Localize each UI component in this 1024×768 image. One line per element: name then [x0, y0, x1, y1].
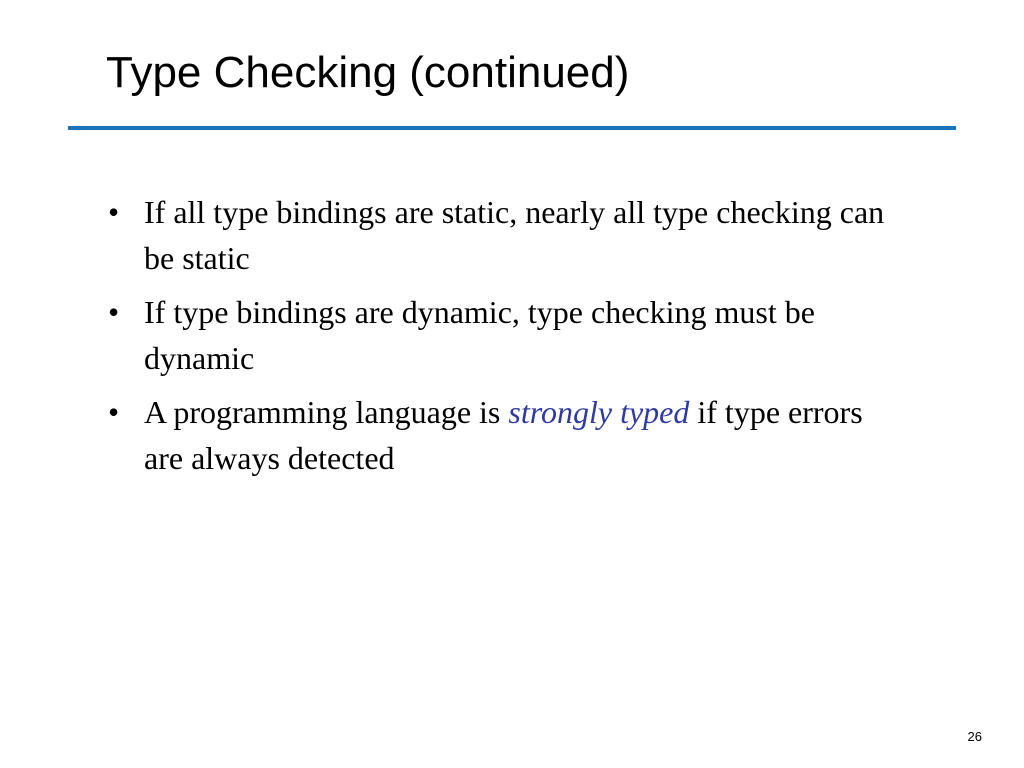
- title-divider: [68, 126, 956, 130]
- bullet-icon: •: [108, 394, 120, 430]
- slide-title: Type Checking (continued): [106, 48, 630, 97]
- page-number: 26: [967, 729, 982, 744]
- bullet-icon: •: [108, 294, 120, 330]
- bullet-text-lead: A programming language is: [144, 394, 509, 430]
- bullet-list: [106, 189, 886, 489]
- bullet-item: [106, 289, 886, 381]
- bullet-text: If all type bindings are static, nearly all type checking can be static: [144, 194, 885, 276]
- emphasized-term: strongly typed: [508, 394, 690, 430]
- bullet-text-tail: if type errors are always detected: [144, 394, 863, 476]
- bullet-icon: •: [108, 194, 120, 230]
- bullet-text: If type bindings are dynamic, type checking must be dynamic: [144, 294, 815, 376]
- bullet-item: [106, 189, 886, 281]
- bullet-item: [106, 389, 886, 481]
